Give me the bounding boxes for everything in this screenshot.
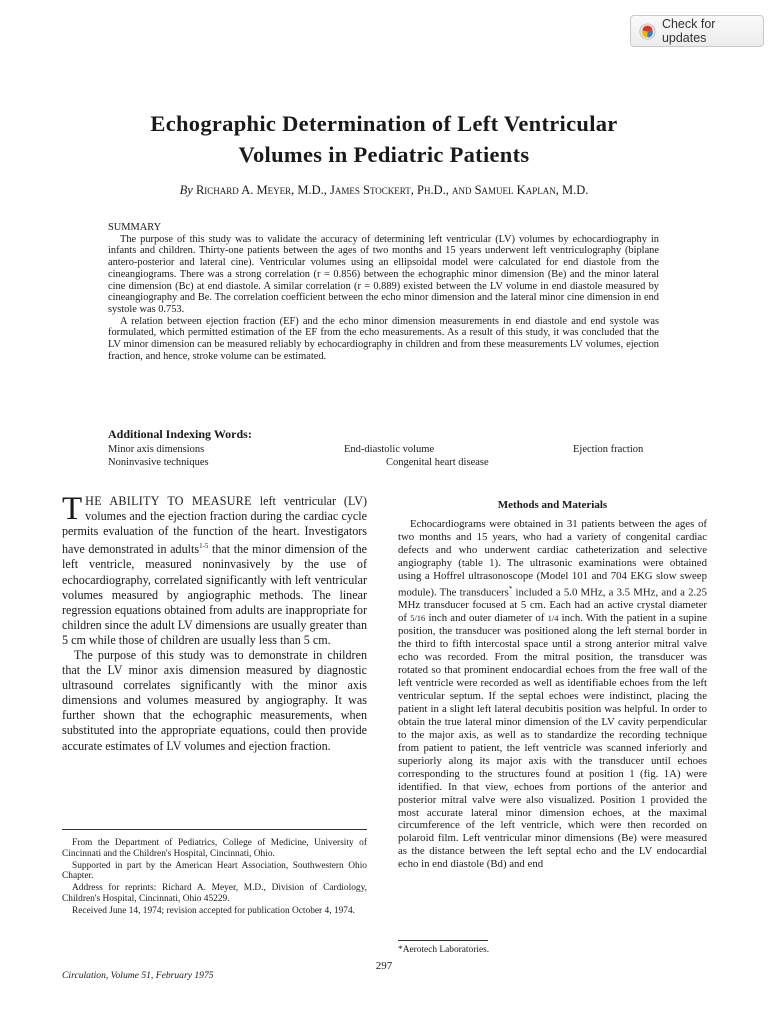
- title-line-1: Echographic Determination of Left Ventricular: [150, 111, 618, 136]
- indexing-word: End-diastolic volume: [344, 444, 435, 455]
- summary-paragraph-2: A relation between ejection fraction (EF) and the echo minor dimension measurements in end diastole and end systole was formulated, which permitted estimation of the EF from the echo measurements. As a result of this study, it was concluded that the LV minor dimension can be measured reliably by echocardiography in children and from these measurements LV volumes, ejection fraction, and hence, stroke volume can be estimated.: [108, 315, 659, 362]
- footnote-affiliation: From the Department of Pediatrics, College of Medicine, University of Cincinnati and the Children's Hospital, Cincinnati, Ohio.: [62, 838, 367, 859]
- intro-text: left ventricular (LV) volumes and the ejection fraction during the cardiac cycle permits evaluation of the function of the heart. Investigators have demonstrated in adults: [62, 494, 367, 557]
- intro-text-end: that the minor dimension of the left ventricle, measured noninvasively by the use of echocardiography, correlated significantly with left ventricular volumes measured by angiographic methods. The linear regression equations obtained from adults are inappropriate for children since the adult LV dimensions are usually greater than 5 cm while those of children are usually less than 5 cm.: [62, 542, 367, 647]
- intro-caps: HE ABILITY TO MEASURE: [85, 494, 252, 508]
- indexing-heading: Additional Indexing Words:: [108, 427, 252, 441]
- footnote-reprints: Address for reprints: Richard A. Meyer, M.D., Division of Cardiology, Children's Hospital, Cincinnati, Ohio 45229.: [62, 883, 367, 904]
- page-number: 297: [375, 960, 393, 972]
- byline: [60, 183, 708, 198]
- crossmark-icon: [639, 23, 656, 40]
- methods-heading: Methods and Materials: [497, 499, 608, 511]
- byline-by: By: [179, 183, 193, 197]
- introduction-column: [62, 491, 367, 754]
- indexing-word: Congenital heart disease: [386, 457, 489, 468]
- methods-footnote-divider: [398, 940, 488, 941]
- methods-text: inch and outer diameter of: [425, 612, 548, 625]
- journal-citation: Circulation, Volume 51, February 1975: [62, 970, 214, 981]
- indexing-word: Minor axis dimensions: [108, 444, 205, 455]
- footnote-marker: *: [508, 584, 513, 593]
- methods-paragraph: [398, 518, 707, 871]
- summary-heading: SUMMARY: [108, 222, 162, 233]
- summary-paragraph-1: The purpose of this study was to validate the accuracy of determining left ventricular (LV) volumes by echocardiography in infants and children. Thirty-one patients between the ages of two months and 15 years underwent left ventriculography (biplane antero-posterior and lateral cine). Ventricular volumes using an ellipsoidal model were calculated for end diastole from the cineangiograms. There was a strong correlation (r = 0.856) between the echographic minor dimension (Be) and the minor lateral cine dimension (Bc) at end diastole. A similar correlation (r = 0.889) existed between the LV volume in end diastole measured by cineangiography and Be. The correlation coefficient between the echo minor dimension and the lateral minor cine dimension in end systole was 0.753.: [108, 233, 659, 315]
- footnote-received: Received June 14, 1974; revision accepted for publication October 4, 1974.: [72, 905, 355, 916]
- reference-superscript: 1-5: [199, 542, 209, 551]
- affiliation-footnotes: [62, 838, 367, 918]
- fraction: 5/16: [410, 613, 426, 624]
- byline-authors: Richard A. Meyer, M.D., James Stockert, Ph.D., and Samuel Kaplan, M.D.: [195, 183, 589, 197]
- intro-paragraph-2: The purpose of this study was to demonstrate in children that the LV minor axis dimension measured by diagnostic ultrasound correlates significantly with the minor axis dimensions and volumes measured by angiography. It was further shown that the echographic measurements, when substituted into the appropriate equations, could then provide accurate estimates of LV volumes and ejection fraction.: [62, 647, 367, 753]
- methods-text: Echocardiograms were obtained in 31 patients between the ages of two months and 15 years, who had a variety of congenital cardiac defects and who underwent cardiac catheterization and selective angiography (table 1). The ultrasonic examinations were obtained using a Hoffrel ultrasonoscope (Model 101 and 704 EKG slow sweep module). The transducers: [398, 517, 707, 599]
- fraction: 1/4: [547, 613, 559, 624]
- indexing-word: Noninvasive techniques: [108, 457, 209, 468]
- check-for-updates-button[interactable]: [630, 15, 764, 47]
- check-for-updates-label: Check for updates: [661, 17, 716, 45]
- intro-paragraph-1: [62, 491, 367, 648]
- methods-text: inch. With the patient in a supine position, the transducer was positioned along the left sternal border in the third to fifth intercostal space until a strong anterior mitral valve echo was recorded. From the mitral position, the transducer was rotated so that prominent endocardial echoes from the free wall of the left ventricle were recorded as well as identifiable echoes from the left ventricular septum. If the septal echoes were indistinct, placing the patient in a slight left lateral decubitis position was helpful. In order to obtain the true lateral minor dimension of the LV cavity perpendicular to the major axis, as well as to standardize the recording technique from patient to patient, the left ventricle was scanned inferiorly and superiorly along its major axis with the transducer until echoes corresponding to the structures found at position 1 (fig. 1A) were identified. In that view, echoes from portions of the anterior and posterior mitral valve were also visualized. Position 1 provided the most accurate lateral minor dimension echoes, at the maximal circumference of the left ventricle, which were then recorded on polaroid film. Left ventricular minor dimensions (Be) were measured as the distance between the left septal echo and the LV endocardial echo in end diastole (Bd) and end: [398, 612, 707, 871]
- methods-text: included a 5.0 MHz, a 3.5 MHz, and a 2.25 MHz transducer focused at 5 cm. Each had an active crystal diameter of: [398, 586, 707, 625]
- methods-column: [398, 499, 707, 871]
- title-line-2: Volumes in Pediatric Patients: [238, 142, 530, 167]
- drop-cap: T: [62, 491, 83, 527]
- footnote-support: Supported in part by the American Heart Association, Southwestern Ohio Chapter.: [62, 860, 367, 882]
- article-title: [60, 108, 708, 170]
- indexing-word: Ejection fraction: [573, 444, 644, 455]
- footnote-divider: [62, 829, 367, 830]
- methods-footnote: *Aerotech Laboratories.: [398, 945, 490, 955]
- summary-section: [108, 222, 659, 362]
